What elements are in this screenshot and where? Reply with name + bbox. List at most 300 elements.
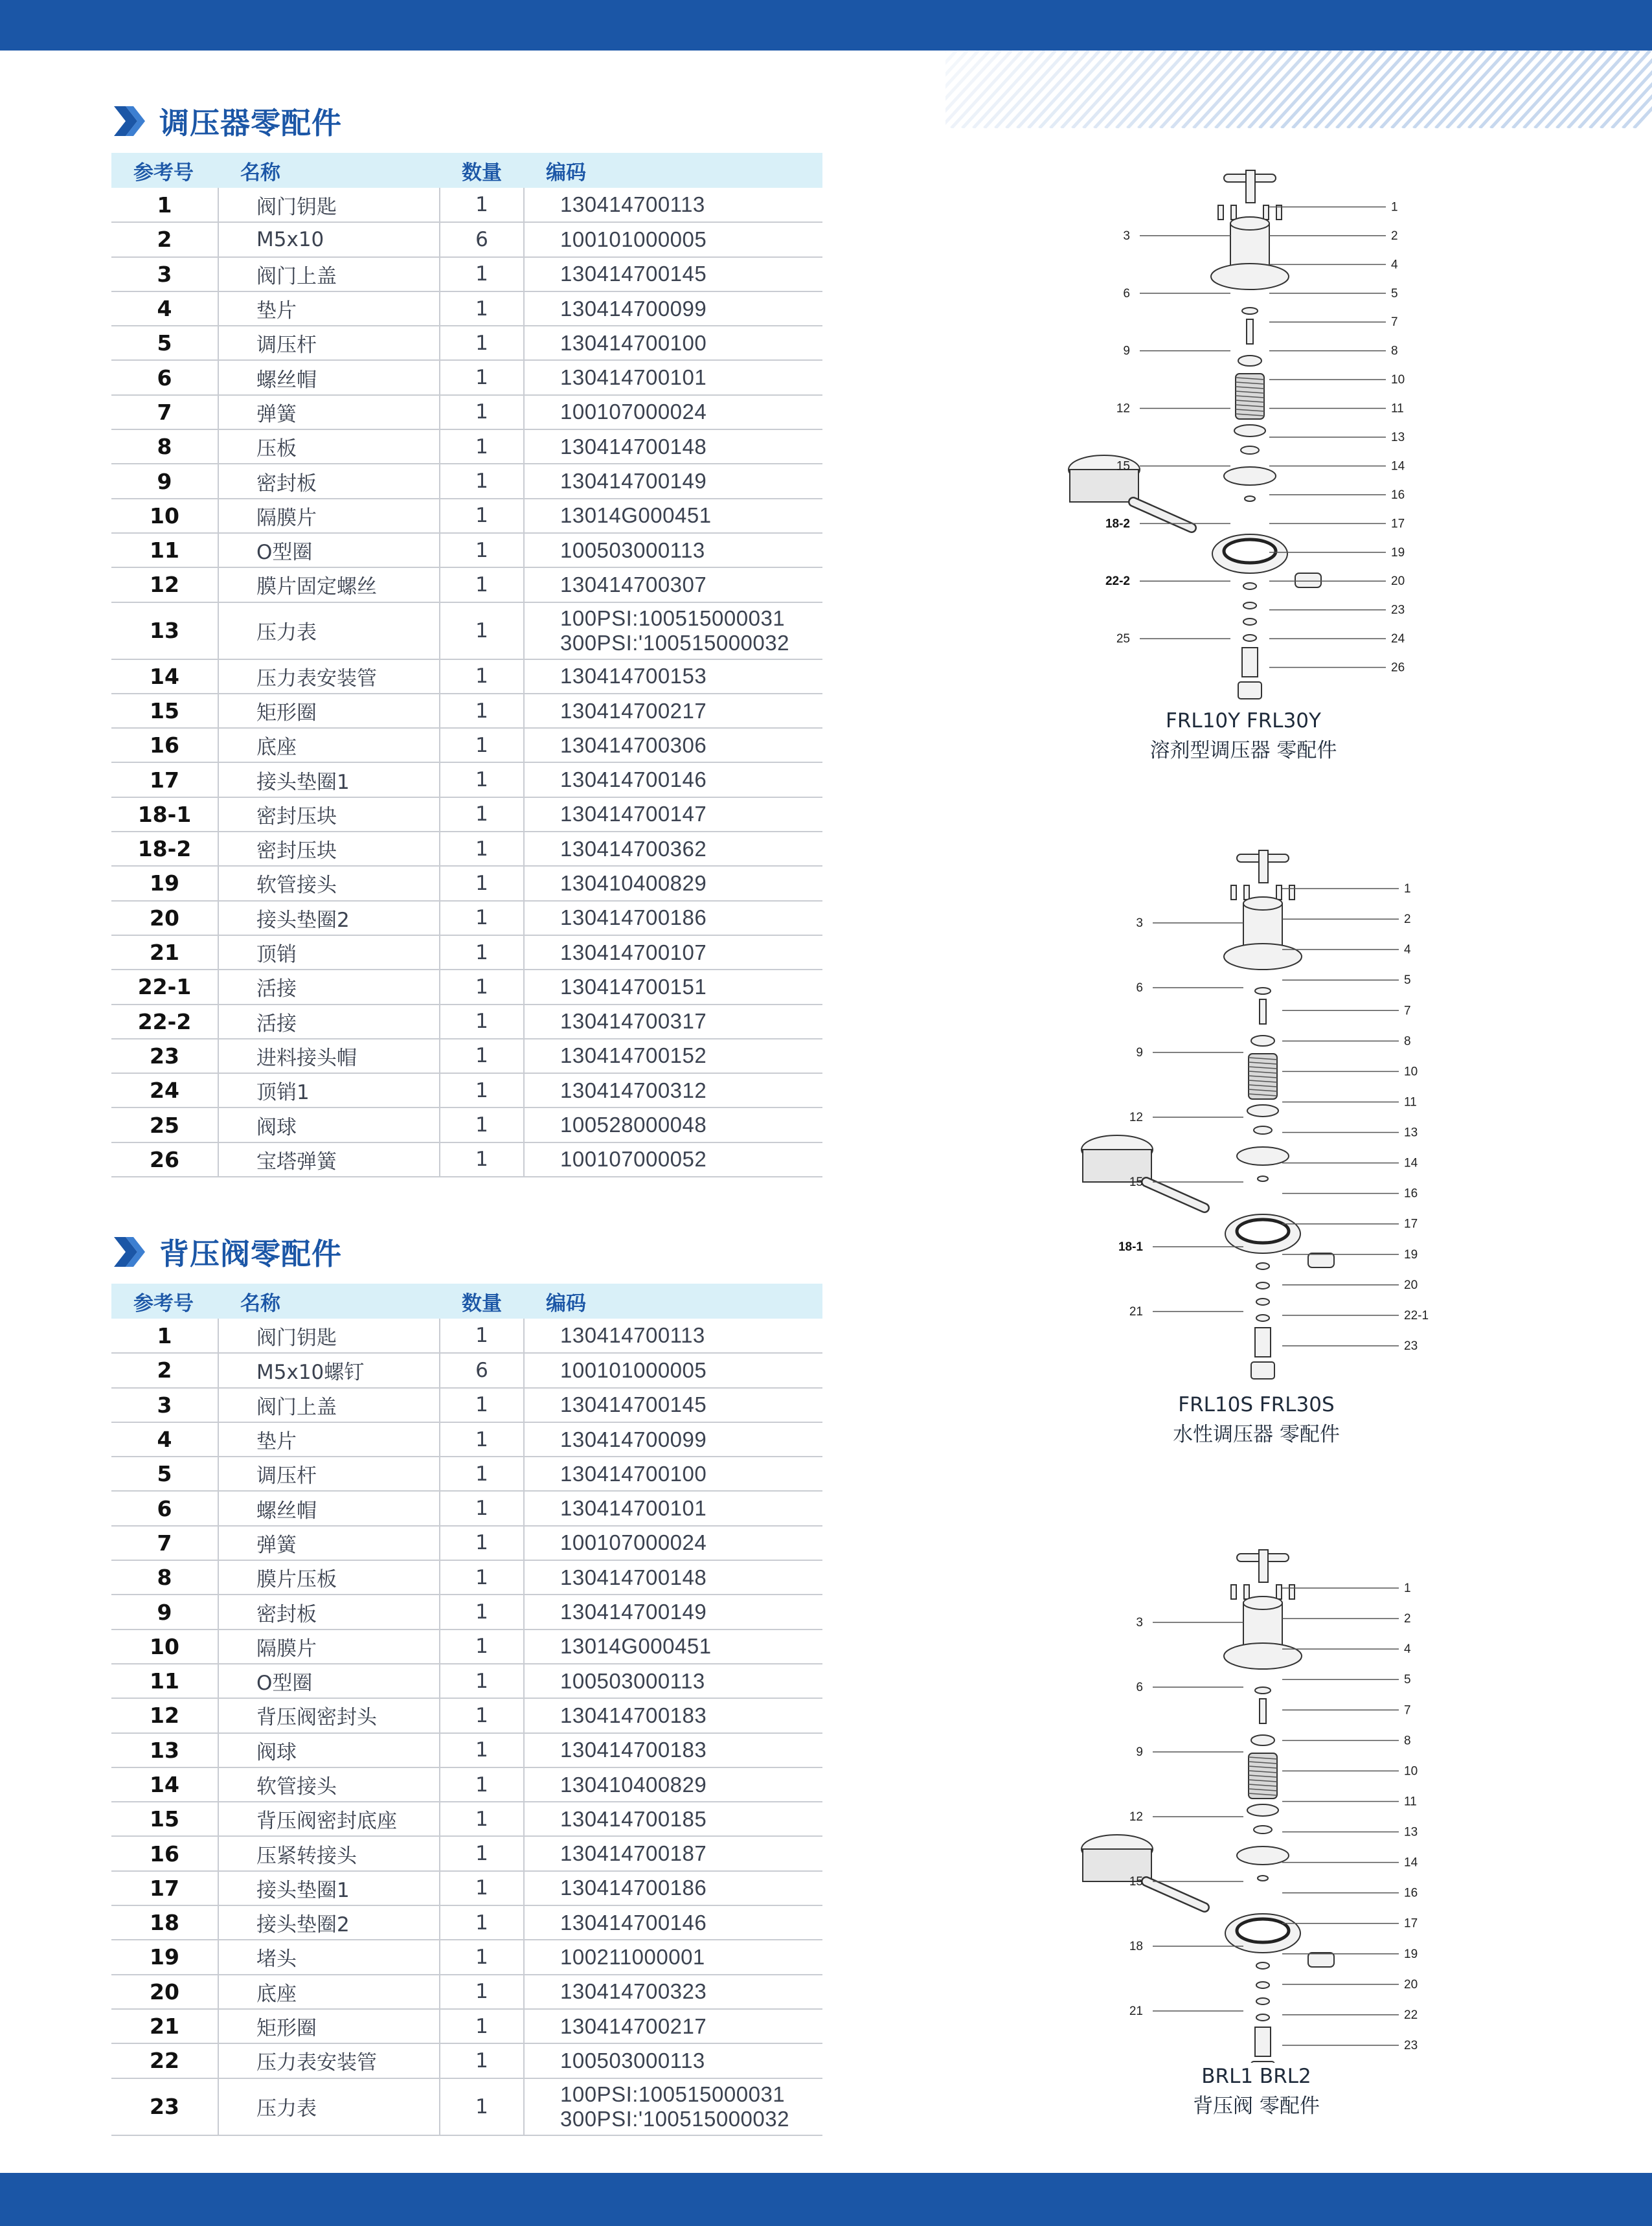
name-cell: 软管接头 [218, 1767, 440, 1802]
inlet-cap-part [1251, 1362, 1274, 1379]
qty-cell: 1 [440, 1630, 524, 1664]
callout-label: 26 [1391, 661, 1405, 675]
callout-label: 25 [1116, 632, 1130, 646]
code-cell: 130414700183 [524, 1698, 822, 1732]
code-cell: 100101000005 [524, 222, 822, 256]
name-cell: 压力表安装管 [218, 2043, 440, 2078]
table-row [111, 326, 822, 360]
code-cell: 100211000001 [524, 1940, 822, 1974]
valve-key-stem [1246, 170, 1255, 203]
qty-cell: 1 [440, 728, 524, 762]
caption-model: FRL10Y FRL30Y [1166, 709, 1321, 733]
adjusting-rod-part [1260, 1699, 1266, 1723]
code-cell: 130414700101 [524, 1491, 822, 1525]
table-row [111, 1560, 822, 1595]
qty-cell: 1 [440, 866, 524, 900]
valve-cap-flange [1224, 1643, 1302, 1669]
code-cell: 130414700099 [524, 291, 822, 326]
table-row [111, 1940, 822, 1974]
header-ref: 参考号 [133, 161, 194, 185]
qty-cell: 1 [440, 602, 524, 659]
screw-part [1289, 885, 1295, 900]
stripe-line [1116, 51, 1188, 128]
section-title: 调压器零配件 [159, 106, 342, 141]
screw-part [1244, 885, 1249, 900]
ref-cell: 11 [111, 533, 218, 567]
callout-label: 20 [1391, 574, 1405, 589]
name-cell: 接头垫圈2 [218, 901, 440, 935]
callout-label: 5 [1404, 1673, 1411, 1687]
code-cell: 130414700187 [524, 1836, 822, 1870]
stripe-line [1579, 51, 1650, 128]
name-cell: 压力表 [218, 2078, 440, 2135]
decorative-stripes [945, 51, 1652, 128]
table-row [111, 935, 822, 970]
stripe-line [1182, 51, 1254, 128]
screw-part [1218, 205, 1223, 220]
regulator-parts-table [111, 153, 822, 1177]
gasket-part [1243, 583, 1256, 589]
callout-label: 11 [1404, 1795, 1417, 1809]
name-cell: 膜片压板 [218, 1560, 440, 1595]
code-cell: 100101000005 [524, 1353, 822, 1387]
ref-cell: 20 [111, 1975, 218, 2009]
table-row [111, 1142, 822, 1177]
name-cell: 宝塔弹簧 [218, 1142, 440, 1177]
gasket-part [1243, 619, 1256, 625]
code-cell: 130414700145 [524, 257, 822, 291]
exploded-view-drawing [1062, 165, 1425, 709]
name-cell: 接头垫圈1 [218, 762, 440, 797]
gauge-tube-inner [1146, 1182, 1205, 1208]
code-cell: 130414700113 [524, 1319, 822, 1353]
ref-cell: 24 [111, 1073, 218, 1107]
screw-part [1289, 1585, 1295, 1599]
qty-cell: 1 [440, 2043, 524, 2078]
adjusting-rod-part [1247, 319, 1253, 344]
screw-part [1231, 205, 1236, 220]
screw-part [1244, 1585, 1249, 1599]
code-cell: 130414700148 [524, 429, 822, 464]
ref-cell: 9 [111, 464, 218, 498]
stripe-line [1414, 51, 1485, 128]
table-row [111, 395, 822, 429]
table-row [111, 1353, 822, 1387]
name-cell: 密封板 [218, 464, 440, 498]
name-cell: O型圈 [218, 533, 440, 567]
base-ring [1224, 539, 1276, 563]
valve-cap-top [1230, 217, 1269, 230]
name-cell: 调压杆 [218, 326, 440, 360]
bottom-banner [0, 2173, 1652, 2226]
name-cell: 背压阀密封底座 [218, 1802, 440, 1836]
ref-cell: 6 [111, 1491, 218, 1525]
ref-cell: 8 [111, 1560, 218, 1595]
qty-cell: 1 [440, 1142, 524, 1177]
qty-cell: 1 [440, 1733, 524, 1767]
ref-cell: 16 [111, 1836, 218, 1870]
name-cell: 螺丝帽 [218, 1491, 440, 1525]
valve-key-stem [1259, 1550, 1268, 1582]
union-fitting-part [1255, 1328, 1271, 1357]
gauge-body [1070, 470, 1138, 502]
ref-cell: 14 [111, 659, 218, 694]
backpressure-parts-section [111, 1229, 822, 2136]
code-line: 100PSI:100515000031 [560, 2082, 786, 2106]
header-code: 编码 [546, 161, 586, 185]
callout-label: 2 [1404, 1612, 1411, 1626]
code-cell: 100107000052 [524, 1142, 822, 1177]
table-row [111, 1802, 822, 1836]
callout-label: 18 [1129, 1940, 1143, 1953]
code-cell: 130414700113 [524, 188, 822, 222]
o-ring-part [1258, 1176, 1268, 1181]
name-cell: 进料接头帽 [218, 1039, 440, 1073]
qty-cell: 1 [440, 188, 524, 222]
qty-cell: 1 [440, 1319, 524, 1353]
stripe-line [962, 51, 1034, 128]
ref-cell: 18-2 [111, 832, 218, 866]
code-cell: 130414700217 [524, 2009, 822, 2043]
name-cell: 接头垫圈2 [218, 1905, 440, 1940]
code-line: 300PSI:'100515000032 [560, 2106, 789, 2131]
ref-cell: 15 [111, 1802, 218, 1836]
diaphragm-part [1237, 1846, 1289, 1865]
name-cell: 阀球 [218, 1107, 440, 1142]
callout-label: 12 [1129, 1111, 1143, 1124]
ref-cell: 10 [111, 499, 218, 533]
name-cell: 顶销1 [218, 1073, 440, 1107]
valve-cap-flange [1211, 264, 1289, 290]
callout-label: 9 [1123, 344, 1130, 358]
table-row [111, 602, 822, 659]
name-cell: 压力表安装管 [218, 659, 440, 694]
code-cell: 13014G000451 [524, 1630, 822, 1664]
qty-cell: 1 [440, 1595, 524, 1629]
double-chevron-icon [111, 1234, 148, 1269]
table-row [111, 1664, 822, 1698]
qty-cell: 1 [440, 1491, 524, 1525]
gasket-part [1256, 1299, 1269, 1305]
stripe-line [1094, 51, 1166, 128]
code-cell: 130414700307 [524, 567, 822, 602]
table-row [111, 464, 822, 498]
name-cell: 顶销 [218, 935, 440, 970]
union-fitting-part [1242, 648, 1258, 677]
callout-label: 13 [1404, 1825, 1418, 1839]
callout-label: 6 [1123, 286, 1130, 301]
ref-cell: 10 [111, 1630, 218, 1664]
callout-label: 15 [1129, 1875, 1143, 1889]
stripe-line [1039, 51, 1111, 128]
nut-part [1251, 1735, 1274, 1745]
header-name: 名称 [240, 1291, 280, 1315]
name-cell: 压紧转接头 [218, 1836, 440, 1870]
callout-label: 14 [1391, 459, 1405, 473]
qty-cell: 1 [440, 1767, 524, 1802]
part-drawing [1081, 1550, 1334, 2063]
stripe-line [951, 51, 1023, 128]
stripe-line [1293, 51, 1364, 128]
stripe-line [1315, 51, 1386, 128]
table-row [111, 1905, 822, 1940]
callout-label: 15 [1129, 1175, 1143, 1189]
name-cell: O型圈 [218, 1664, 440, 1698]
table-row [111, 659, 822, 694]
callout-label: 24 [1391, 632, 1405, 646]
code-line: 100PSI:100515000031 [560, 606, 786, 630]
diaphragm-part [1224, 467, 1276, 485]
table-row [111, 257, 822, 291]
ref-cell: 25 [111, 1107, 218, 1142]
code-cell [524, 602, 822, 659]
qty-cell: 1 [440, 762, 524, 797]
stripe-line [1249, 51, 1320, 128]
ref-cell: 19 [111, 866, 218, 900]
code-cell: 130414700107 [524, 935, 822, 970]
qty-cell: 1 [440, 1526, 524, 1560]
ref-cell: 7 [111, 1526, 218, 1560]
ref-cell: 13 [111, 1733, 218, 1767]
ref-cell: 18-1 [111, 797, 218, 832]
callout-label: 7 [1404, 1703, 1411, 1718]
name-cell: 弹簧 [218, 1526, 440, 1560]
name-cell: 阀球 [218, 1733, 440, 1767]
table-row [111, 970, 822, 1004]
frl-s-exploded-diagram [1075, 845, 1438, 1389]
stripe-line [1304, 51, 1375, 128]
screw-part [1231, 885, 1236, 900]
table-row [111, 1039, 822, 1073]
callout-label: 16 [1404, 1886, 1418, 1900]
code-cell: 100528000048 [524, 1107, 822, 1142]
callout-label: 1 [1404, 882, 1411, 896]
stripe-line [1282, 51, 1353, 128]
code-cell: 13014G000451 [524, 499, 822, 533]
stripe-line [1326, 51, 1397, 128]
table-row [111, 1526, 822, 1560]
callout-label: 16 [1391, 488, 1405, 502]
qty-cell: 1 [440, 901, 524, 935]
code-cell: 130414700145 [524, 1388, 822, 1422]
table-row [111, 1388, 822, 1422]
qty-cell: 6 [440, 1353, 524, 1387]
callout-label: 15 [1116, 459, 1130, 473]
screw-part [1263, 205, 1269, 220]
code-cell: 130414700152 [524, 1039, 822, 1073]
qty-cell: 1 [440, 832, 524, 866]
table-row [111, 901, 822, 935]
stripe-line [1216, 51, 1287, 128]
hose-fitting-part [1308, 1253, 1334, 1267]
callout-label: 19 [1404, 1947, 1418, 1961]
ref-cell: 12 [111, 1698, 218, 1732]
stripe-line [1061, 51, 1133, 128]
table-row [111, 222, 822, 256]
stripe-line [1546, 51, 1617, 128]
ref-cell: 4 [111, 291, 218, 326]
ref-cell: 14 [111, 1767, 218, 1802]
part-drawing [1069, 170, 1321, 699]
seal-plate-part [1241, 446, 1259, 454]
table-row [111, 499, 822, 533]
qty-cell: 1 [440, 935, 524, 970]
inlet-cap-part [1238, 682, 1262, 699]
code-cell [524, 2078, 822, 2135]
diaphragm-part [1237, 1147, 1289, 1165]
ref-cell: 3 [111, 257, 218, 291]
stripe-line [1535, 51, 1606, 128]
code-cell: 130414700362 [524, 832, 822, 866]
double-chevron-icon [111, 104, 148, 139]
code-cell: 130414700099 [524, 1422, 822, 1457]
stripe-line [1337, 51, 1408, 128]
ref-cell: 17 [111, 1871, 218, 1905]
nut-part [1238, 356, 1262, 366]
table-row [111, 360, 822, 394]
callout-label: 6 [1136, 981, 1143, 995]
qty-cell: 1 [440, 1802, 524, 1836]
callout-label: 1 [1391, 200, 1398, 214]
stripe-line [995, 51, 1067, 128]
backpressure-parts-table [111, 1284, 822, 2136]
qty-cell: 1 [440, 360, 524, 394]
code-cell: 130414700323 [524, 1975, 822, 2009]
callout-label: 17 [1391, 517, 1405, 531]
callout-label: 3 [1136, 1616, 1143, 1630]
callout-label: 8 [1404, 1734, 1411, 1748]
stripe-line [1480, 51, 1551, 128]
gasket-part [1256, 1282, 1269, 1289]
name-cell: 底座 [218, 728, 440, 762]
callout-label: 10 [1391, 373, 1405, 387]
name-cell: 压力表 [218, 602, 440, 659]
callout-label: 3 [1136, 916, 1143, 930]
ref-cell: 2 [111, 222, 218, 256]
stripe-line [1017, 51, 1089, 128]
callout-label: 14 [1404, 1856, 1418, 1870]
stripe-line [1238, 51, 1309, 128]
gasket-part [1243, 635, 1256, 641]
stripe-line [1006, 51, 1078, 128]
code-cell: 130414700183 [524, 1733, 822, 1767]
ref-cell: 22-2 [111, 1005, 218, 1039]
callout-label: 5 [1404, 973, 1411, 988]
base-ring [1237, 1919, 1289, 1942]
table-row [111, 1630, 822, 1664]
nut-part [1251, 1036, 1274, 1046]
stripe-line [1370, 51, 1441, 128]
table-row [111, 429, 822, 464]
hose-fitting-part [1308, 1953, 1334, 1967]
name-cell: 密封板 [218, 1595, 440, 1629]
qty-cell: 1 [440, 1836, 524, 1870]
ref-cell: 4 [111, 1422, 218, 1457]
code-cell: 130414700149 [524, 1595, 822, 1629]
qty-cell: 1 [440, 694, 524, 728]
code-cell: 130414700185 [524, 1802, 822, 1836]
qty-cell: 1 [440, 257, 524, 291]
table-row [111, 1767, 822, 1802]
header-ref: 参考号 [133, 1291, 194, 1315]
ref-cell: 20 [111, 901, 218, 935]
name-cell: 螺丝帽 [218, 360, 440, 394]
stripe-line [1160, 51, 1232, 128]
gasket-part [1256, 1962, 1269, 1969]
caption-description: 水性调压器 零配件 [1173, 1423, 1340, 1446]
seal-plate-part [1254, 1126, 1272, 1134]
code-cell: 130414700147 [524, 797, 822, 832]
callout-label: 11 [1391, 402, 1404, 416]
ref-cell: 19 [111, 1940, 218, 1974]
ref-cell: 7 [111, 395, 218, 429]
gasket-part [1256, 1315, 1269, 1321]
name-cell: 接头垫圈1 [218, 1871, 440, 1905]
qty-cell: 1 [440, 1073, 524, 1107]
name-cell: 软管接头 [218, 866, 440, 900]
qty-cell: 1 [440, 659, 524, 694]
adjusting-rod-part [1260, 999, 1266, 1024]
code-cell: 130414700149 [524, 464, 822, 498]
stripe-line [1381, 51, 1452, 128]
name-cell: 矩形圈 [218, 694, 440, 728]
table-row [111, 1595, 822, 1629]
code-cell: 100107000024 [524, 1526, 822, 1560]
qty-cell: 1 [440, 1905, 524, 1940]
table-row [111, 2043, 822, 2078]
stripe-line [1348, 51, 1419, 128]
name-cell: 调压杆 [218, 1457, 440, 1491]
header-qty: 数量 [462, 161, 502, 185]
exploded-view-drawing [1075, 1545, 1438, 2063]
pressure-plate-part [1247, 1105, 1278, 1117]
header-name: 名称 [240, 161, 280, 185]
part-drawing [1081, 850, 1334, 1379]
table-row [111, 1422, 822, 1457]
exploded-view-drawing [1075, 845, 1438, 1389]
qty-cell: 1 [440, 1107, 524, 1142]
gasket-part [1243, 602, 1256, 609]
section-title: 背压阀零配件 [159, 1236, 342, 1271]
name-cell: 膜片固定螺丝 [218, 567, 440, 602]
name-cell: 垫片 [218, 1422, 440, 1457]
stripe-line [1447, 51, 1518, 128]
ref-cell: 15 [111, 694, 218, 728]
ref-cell: 16 [111, 728, 218, 762]
washer-part [1255, 988, 1271, 994]
qty-cell: 1 [440, 464, 524, 498]
stripe-line [1458, 51, 1529, 128]
qty-cell: 1 [440, 499, 524, 533]
callout-label: 3 [1123, 229, 1130, 243]
ref-cell: 13 [111, 602, 218, 659]
code-cell: 130414700100 [524, 1457, 822, 1491]
pressure-plate-part [1234, 425, 1265, 437]
name-cell: 密封压块 [218, 797, 440, 832]
caption-description: 背压阀 零配件 [1193, 2095, 1320, 2118]
stripe-line [1227, 51, 1298, 128]
gauge-tube-inner [1146, 1881, 1205, 1907]
ref-cell: 9 [111, 1595, 218, 1629]
qty-cell: 1 [440, 1975, 524, 2009]
callout-label: 8 [1391, 344, 1398, 358]
name-cell: 阀门上盖 [218, 257, 440, 291]
table-row [111, 1836, 822, 1870]
code-cell: 130414700186 [524, 901, 822, 935]
callout-label: 7 [1391, 315, 1398, 330]
ref-cell: 1 [111, 188, 218, 222]
code-cell: 130414700101 [524, 360, 822, 394]
